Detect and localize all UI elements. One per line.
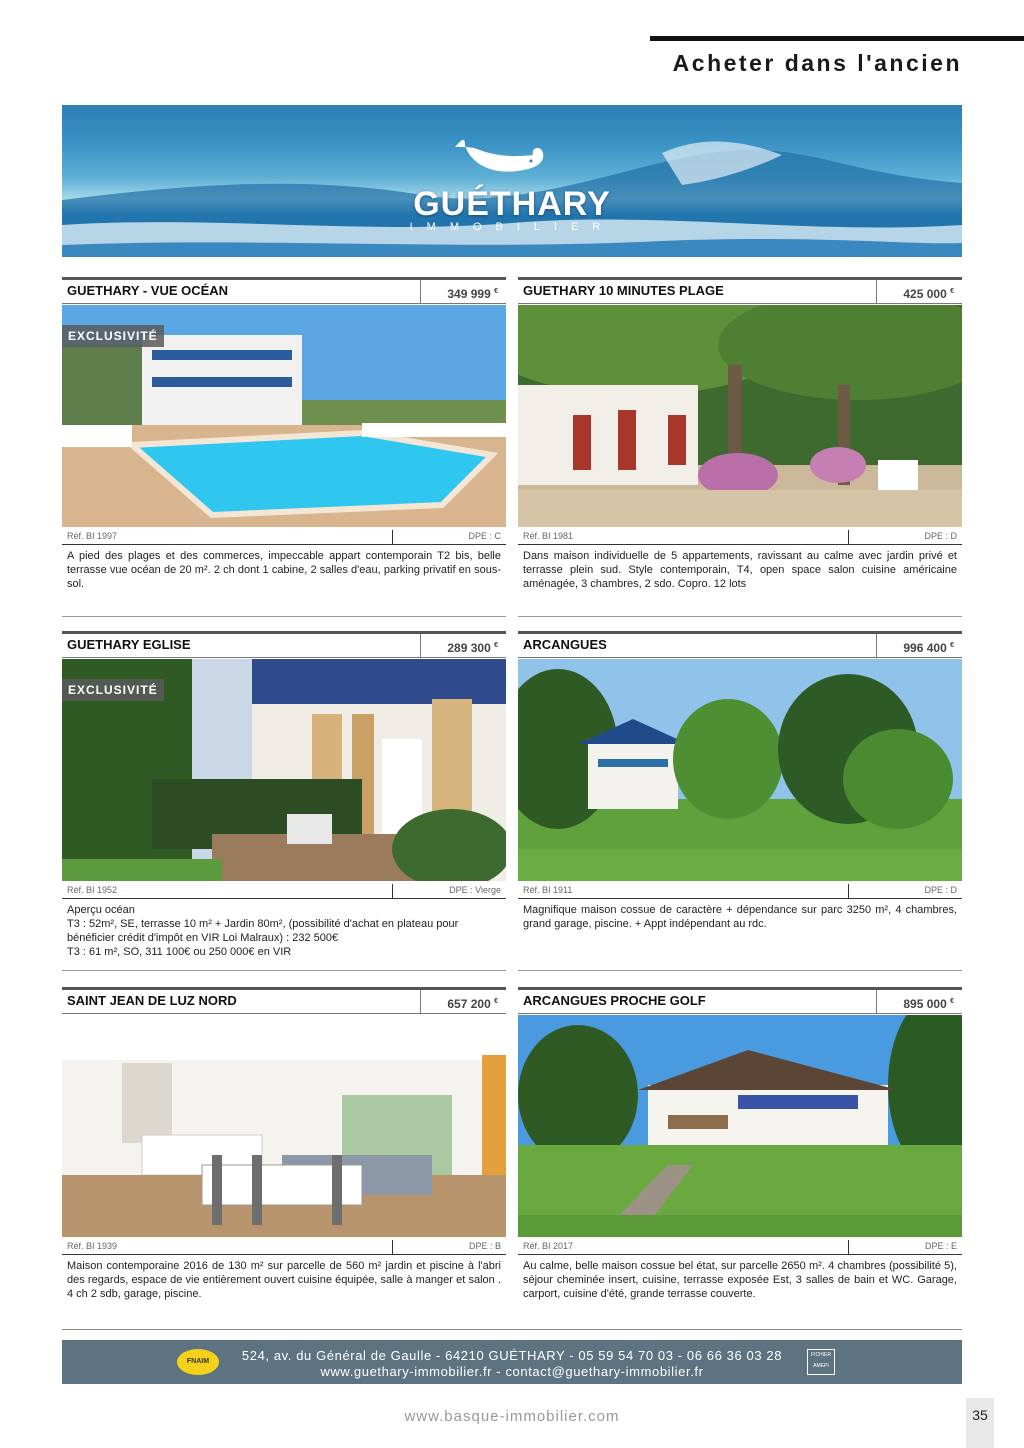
agency-banner (62, 105, 962, 257)
listing-card[interactable] (518, 277, 962, 619)
logo-subtitle: IMMOBILIER (409, 221, 615, 233)
dpe-rating: DPE : E (924, 1241, 957, 1251)
listing-price: 289 300 € (420, 634, 506, 657)
website-link[interactable]: www.basque-immobilier.com (404, 1408, 620, 1425)
listing-card[interactable] (518, 631, 962, 973)
listing-title: ARCANGUES (523, 637, 607, 652)
listing-title: GUETHARY 10 MINUTES PLAGE (523, 283, 724, 298)
listing-card[interactable] (518, 987, 962, 1329)
listing-description: Au calme, belle maison cossue bel état, sur parcelle 2650 m². 4 chambres (possibilité 5), séjour cheminée insert, cuisine, terrasse exposée Est, 3 salles de bain et WC. Garage, carport, cuisine d'été, grande terrasse couverte. (523, 1260, 957, 1300)
listing-photo[interactable] (518, 1015, 962, 1237)
listing-description: A pied des plages et des commerces, impeccable appart contemporain T2 bis, belle terrasse vue océan de 20 m². 2 ch dont 1 cabine, 2 salles d'eau, parking privatif en sous-sol. (67, 550, 501, 590)
ref-line (518, 1240, 962, 1255)
fnaim-logo-icon: FNAIM (177, 1349, 219, 1375)
ref-line (62, 1240, 506, 1255)
listing-title: GUETHARY - VUE OCÉAN (67, 283, 229, 298)
listing-header (62, 277, 506, 304)
listing-price: 425 000 € (876, 280, 962, 303)
dpe-rating: DPE : D (924, 885, 957, 895)
listing-header (518, 987, 962, 1014)
footer-rule (62, 1329, 962, 1330)
logo-name: GUÉTHARY (413, 185, 611, 223)
reference: Réf. BI 1911 (523, 885, 573, 895)
section-title: Acheter dans l'ancien (672, 50, 962, 76)
reference: Réf. BI 1952 (67, 885, 118, 895)
reference: Réf. BI 1939 (67, 1241, 118, 1251)
listing-title: GUETHARY EGLISE (67, 637, 191, 652)
dpe-rating: DPE : Vierge (449, 885, 501, 895)
listing-card[interactable] (62, 277, 506, 619)
listing-header (518, 277, 962, 304)
whale-icon (447, 135, 557, 185)
listing-card[interactable] (62, 987, 506, 1329)
dpe-rating: DPE : D (924, 531, 957, 541)
listing-header (518, 631, 962, 658)
listing-header (62, 631, 506, 658)
listing-photo[interactable] (62, 305, 506, 527)
listing-header (62, 987, 506, 1014)
amepi-logo-icon: FICHIER AMEPI (807, 1349, 835, 1375)
exclusivity-badge: EXCLUSIVITÉ (62, 325, 164, 347)
ref-line (62, 884, 506, 899)
reference: Réf. BI 1997 (67, 531, 118, 541)
ref-line (518, 884, 962, 899)
listing-title: ARCANGUES PROCHE GOLF (523, 993, 706, 1008)
agency-web-contact[interactable]: www.guethary-immobilier.fr - contact@guethary-immobilier.fr (320, 1364, 704, 1379)
dpe-rating: DPE : B (468, 1241, 501, 1251)
listing-photo[interactable] (518, 305, 962, 527)
listing-price: 657 200 € (420, 990, 506, 1013)
top-rule (650, 36, 1024, 41)
ref-line (518, 530, 962, 545)
agency-contact-footer (62, 1340, 962, 1384)
listing-price: 895 000 € (876, 990, 962, 1013)
agency-address: 524, av. du Général de Gaulle - 64210 GUÉTHARY - 05 59 54 70 03 - 06 66 36 03 28 (241, 1348, 783, 1363)
reference: Réf. BI 1981 (523, 531, 574, 541)
exclusivity-badge: EXCLUSIVITÉ (62, 679, 164, 701)
listing-photo[interactable] (62, 659, 506, 881)
listing-description: Dans maison individuelle de 5 appartements, ravissant au calme avec jardin privé et terrasse plein sud. Style contemporain, T4, open space salon cuisine américaine aménagée, 3 chambres, 2 sdo. Copro. 12 lots (523, 550, 957, 590)
ref-line (62, 530, 506, 545)
reference: Réf. BI 2017 (523, 1241, 574, 1251)
listing-card[interactable] (62, 631, 506, 973)
page-number: 35 (966, 1398, 994, 1448)
listing-photo[interactable] (518, 659, 962, 881)
listing-title: SAINT JEAN DE LUZ NORD (67, 993, 237, 1008)
listing-price: 996 400 € (876, 634, 962, 657)
listing-photo[interactable] (62, 1015, 506, 1237)
dpe-rating: DPE : C (468, 531, 501, 541)
listing-description: Magnifique maison cossue de caractère + dépendance sur parc 3250 m², 4 chambres, grand garage, piscine. + Appt indépendant au rdc. (523, 904, 957, 930)
listing-description: Aperçu océan T3 : 52m², SE, terrasse 10 m² + Jardin 80m², (possibilité d'achat en plateau pour bénéficier crédit d'impôt en VIR Loi Malraux) : 232 500€ T3 : 61 m², SO, 311 100€ ou 250 000€ en VIR (67, 904, 459, 958)
listing-description: Maison contemporaine 2016 de 130 m² sur parcelle de 560 m² jardin et piscine à l'abri des regards, espace de vie entièrement ouvert cuisine équipée, salle à manger et salon . 4 ch 2 sdb, garage, piscine. (67, 1260, 501, 1300)
listing-price: 349 999 € (420, 280, 506, 303)
